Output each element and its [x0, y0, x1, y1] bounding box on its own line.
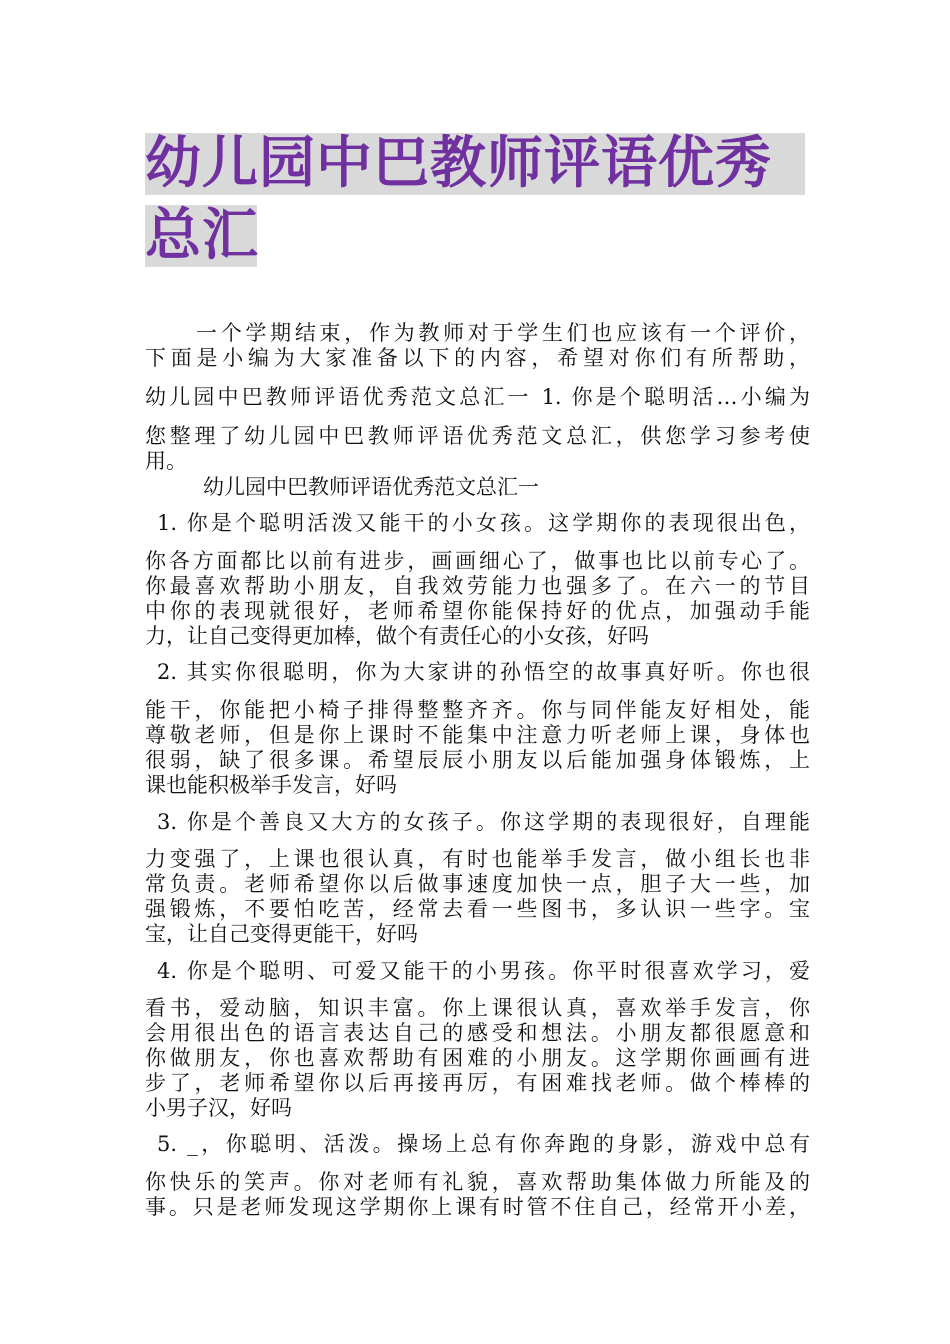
- section-subtitle: 幼儿园中巴教师评语优秀范文总汇一: [203, 475, 539, 499]
- comment-line: 事。只是老师发现这学期你上课有时管不住自己，经常开小差，: [145, 1195, 810, 1219]
- intro-line: 用。: [145, 449, 187, 473]
- comment-line: 你最喜欢帮助小朋友，自我效劳能力也强多了。在六一的节目: [145, 574, 810, 598]
- comment-line: 你做朋友，你也喜欢帮助有困难的小朋友。这学期你画画有进: [145, 1046, 810, 1070]
- comment-line: 看书，爱动脑，知识丰富。你上课很认真，喜欢举手发言，你: [145, 996, 810, 1020]
- comment-line: 2. 其实你很聪明，你为大家讲的孙悟空的故事真好听。你也很: [157, 660, 810, 684]
- comment-line: 能干，你能把小椅子排得整整齐齐。你与同伴能友好相处，能: [145, 698, 810, 722]
- document-title-line-1: 幼儿园中巴教师评语优秀: [145, 133, 805, 195]
- comment-line: 力，让自己变得更加棒，做个有责任心的小女孩，好吗: [145, 624, 649, 648]
- comment-line: 尊敬老师，但是你上课时不能集中注意力听老师上课，身体也: [145, 723, 810, 747]
- intro-line: 一个学期结束，作为教师对于学生们也应该有一个评价，: [196, 321, 810, 345]
- intro-line: 下面是小编为大家准备以下的内容，希望对你们有所帮助，: [145, 346, 810, 370]
- document-title-line-2: 总汇: [145, 203, 259, 268]
- comment-line: 步了，老师希望你以后再接再厉，有困难找老师。做个棒棒的: [145, 1071, 810, 1095]
- comment-line: 课也能积极举手发言，好吗: [145, 773, 397, 797]
- comment-line: 3. 你是个善良又大方的女孩子。你这学期的表现很好，自理能: [157, 810, 810, 834]
- comment-line: 你各方面都比以前有进步，画画细心了，做事也比以前专心了。: [145, 549, 810, 573]
- intro-line: 幼儿园中巴教师评语优秀范文总汇一 1. 你是个聪明活…小编为: [145, 385, 810, 409]
- comment-line: 4. 你是个聪明、可爱又能干的小男孩。你平时很喜欢学习，爱: [157, 959, 810, 983]
- comment-line: 力变强了，上课也很认真，有时也能举手发言，做小组长也非: [145, 847, 810, 871]
- comment-line: 1. 你是个聪明活泼又能干的小女孩。这学期你的表现很出色，: [157, 511, 810, 535]
- comment-line: 强锻炼，不要怕吃苦，经常去看一些图书，多认识一些字。宝: [145, 897, 810, 921]
- comment-line: 宝，让自己变得更能干，好吗: [145, 922, 418, 946]
- comment-line: 很弱，缺了很多课。希望辰辰小朋友以后能加强身体锻炼，上: [145, 748, 810, 772]
- intro-line: 您整理了幼儿园中巴教师评语优秀范文总汇，供您学习参考使: [145, 424, 810, 448]
- comment-line: 会用很出色的语言表达自己的感受和想法。小朋友都很愿意和: [145, 1021, 810, 1045]
- comment-line: 5. _，你聪明、活泼。操场上总有你奔跑的身影，游戏中总有: [157, 1132, 810, 1156]
- comment-line: 中你的表现就很好，老师希望你能保持好的优点，加强动手能: [145, 599, 810, 623]
- comment-line: 你快乐的笑声。你对老师有礼貌，喜欢帮助集体做力所能及的: [145, 1170, 810, 1194]
- comment-line: 小男子汉，好吗: [145, 1096, 292, 1120]
- comment-line: 常负责。老师希望你以后做事速度加快一点，胆子大一些，加: [145, 872, 810, 896]
